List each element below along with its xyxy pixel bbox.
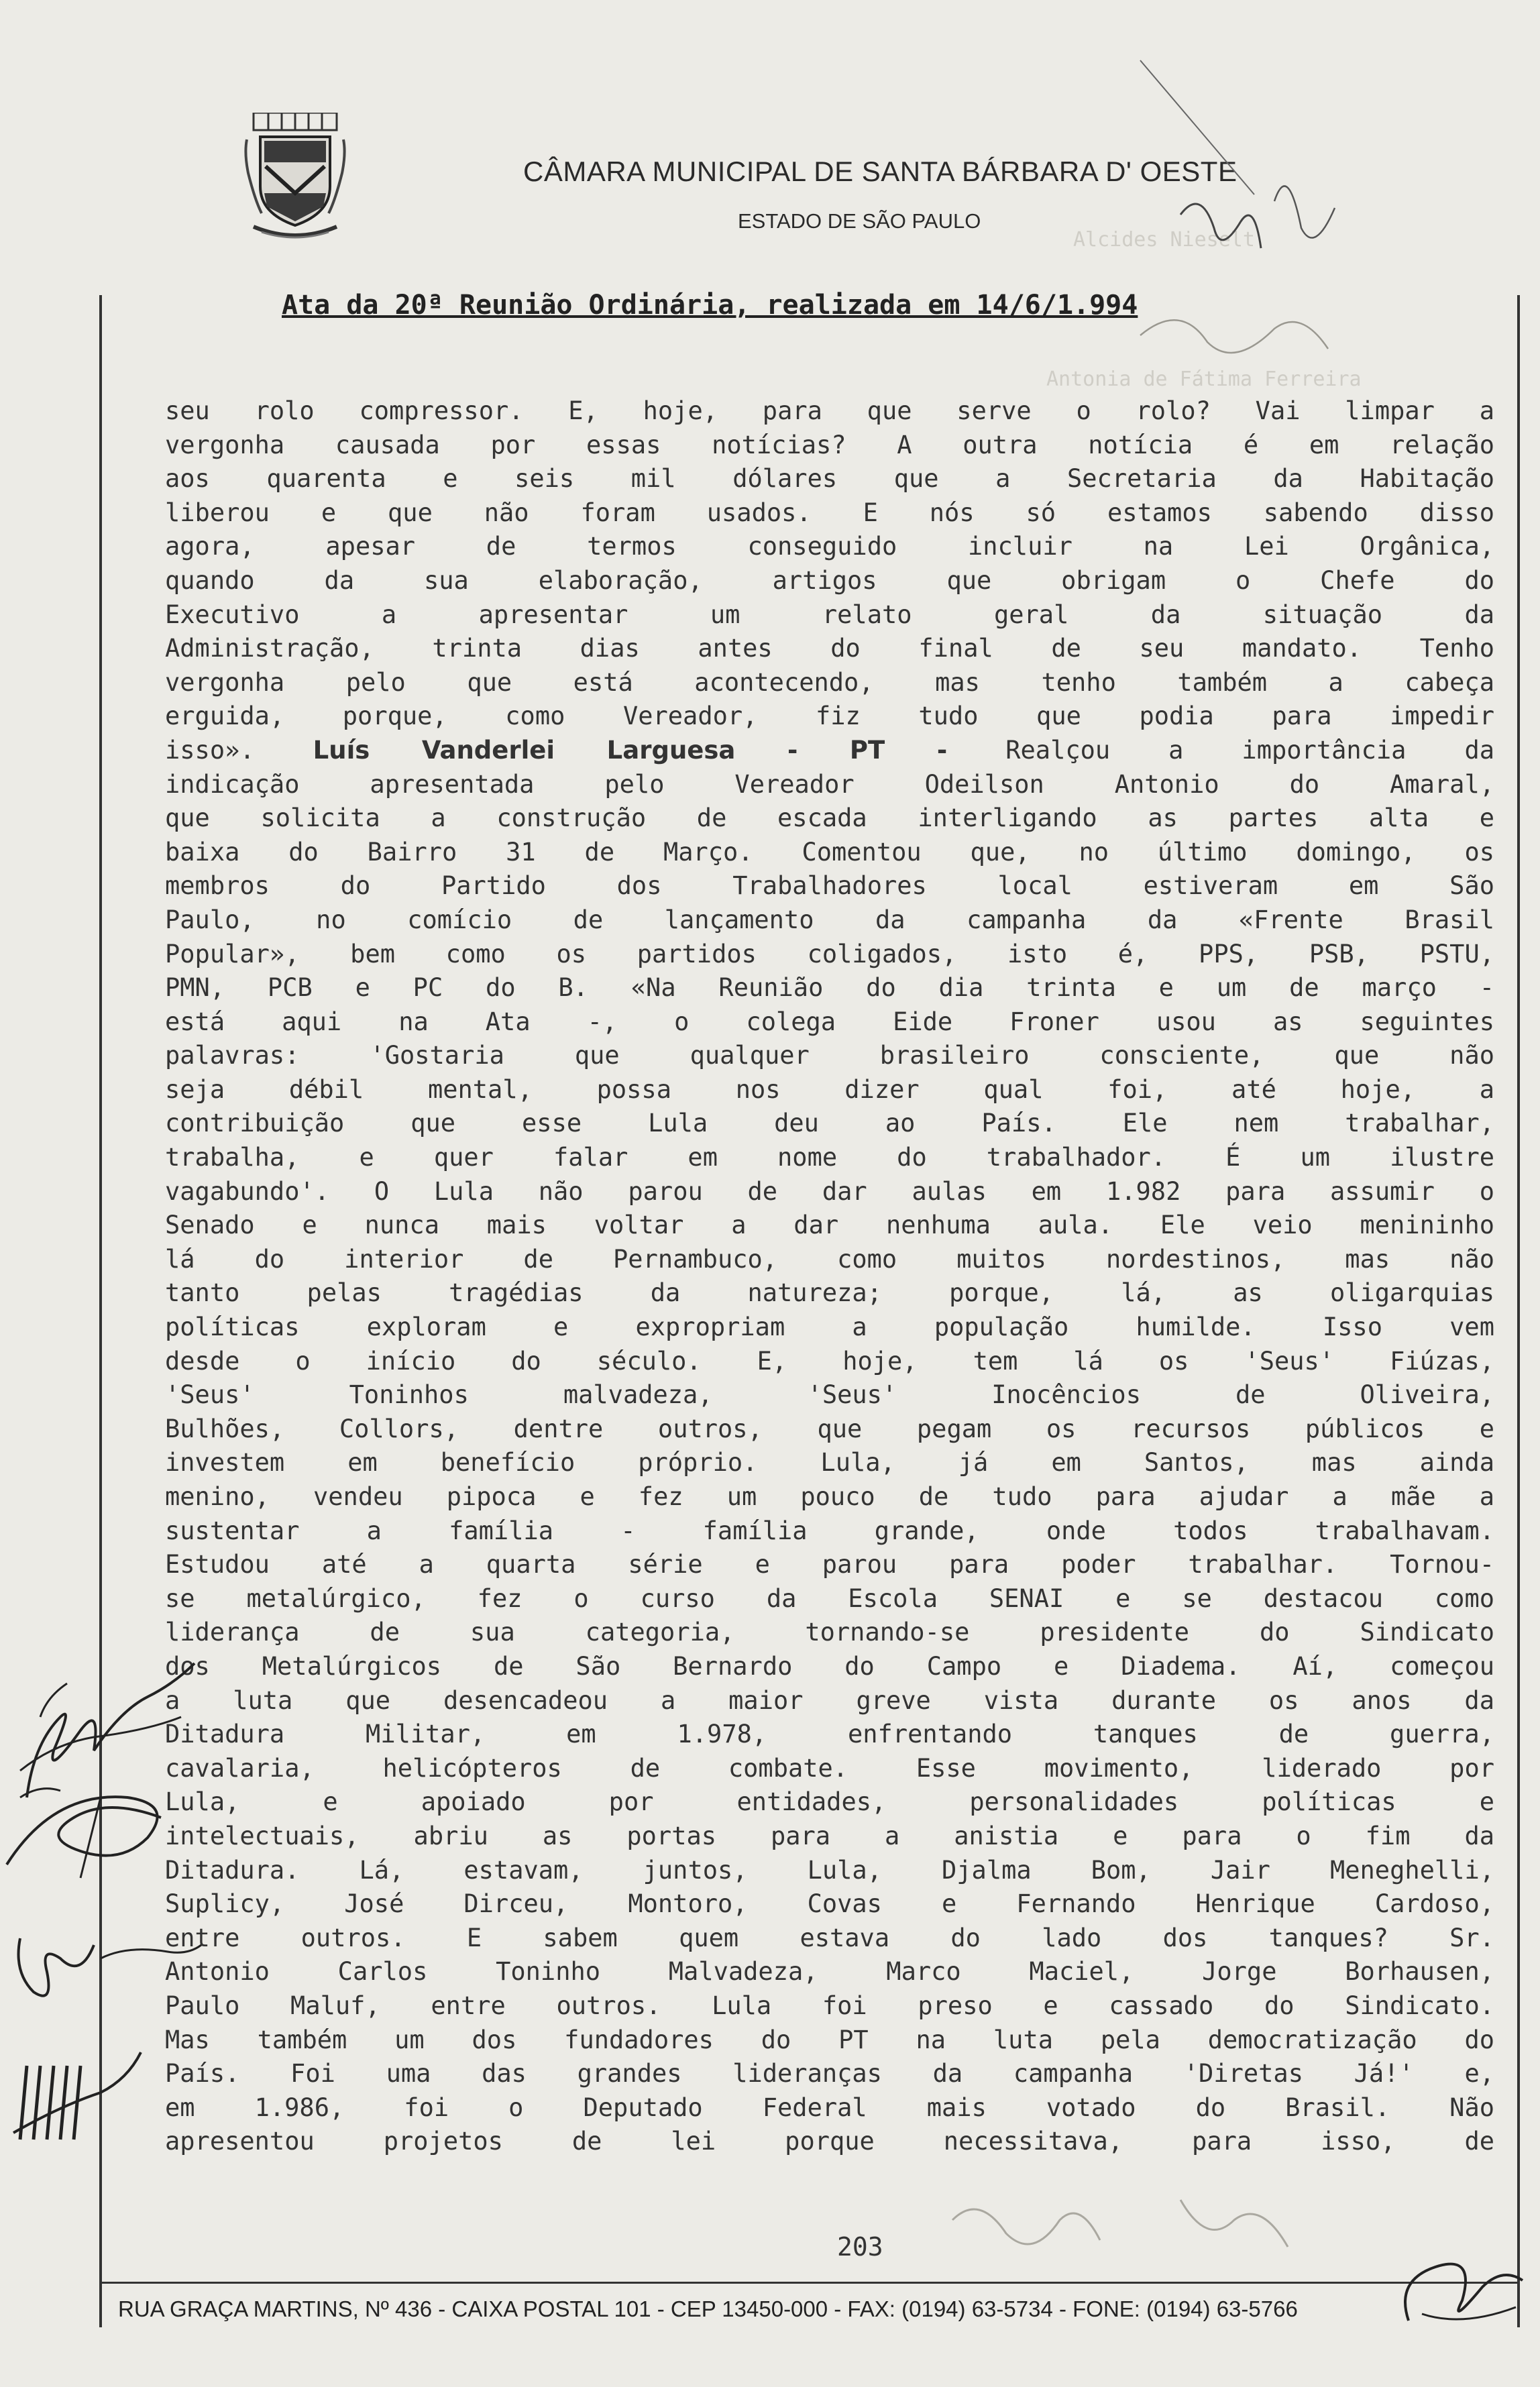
institution-name: CÂMARA MUNICIPAL DE SANTA BÁRBARA D' OESTE: [523, 156, 1238, 187]
body-line: entre outros. E sabem quem estava do lado dos tanques? Sr.: [165, 1923, 1494, 1952]
body-line: agora, apesar de termos conseguido incluir na Lei Orgânica,: [165, 532, 1494, 561]
body-line: apresentou projetos de lei porque necessitava, para isso, de: [165, 2127, 1494, 2156]
body-line: políticas exploram e expropriam a população humilde. Isso vem: [165, 1313, 1494, 1342]
body-text: [165, 394, 1494, 2159]
state-name: ESTADO DE SÃO PAULO: [738, 209, 981, 233]
body-line: Estudou até a quarta série e parou para poder trabalhar. Tornou-: [165, 1550, 1494, 1579]
body-line: membros do Partido dos Trabalhadores local estiveram em São: [165, 871, 1494, 901]
body-line: seja débil mental, possa nos dizer qual foi, até hoje, a: [165, 1074, 1494, 1104]
body-line-after-speaker: Realçou a importância da: [947, 735, 1495, 765]
body-line: lá do interior de Pernambuco, como muitos nordestinos, mas não: [165, 1244, 1494, 1274]
signature-bottom-middle: [926, 2180, 1328, 2274]
body-line: contribuição que esse Lula deu ao País. Ele nem trabalhar,: [165, 1109, 1494, 1138]
body-line: erguida, porque, como Vereador, fiz tudo que podia para impedir: [165, 702, 1494, 731]
body-line: liderança de sua categoria, tornando-se presidente do Sindicato: [165, 1618, 1494, 1647]
bleed-through-text-1: Alcides Nieselt: [1073, 228, 1255, 252]
speaker-name: Luís Vanderlei Larguesa - PT -: [313, 735, 948, 765]
body-line: Paulo Maluf, entre outros. Lula foi preso e cassado do Sindicato.: [165, 1991, 1494, 2020]
body-line: Mas também um dos fundadores do PT na luta pela democratização do: [165, 2025, 1494, 2054]
bleed-through-text-2: Antonia de Fátima Ferreira: [1046, 368, 1362, 391]
document-title: Ata da 20ª Reunião Ordinária, realizada em 14/6/1.994: [282, 290, 1138, 321]
body-line: a luta que desencadeou a maior greve vista durante os anos da: [165, 1685, 1494, 1715]
body-line: em 1.986, foi o Deputado Federal mais votado do Brasil. Não: [165, 2093, 1494, 2122]
body-line: vergonha causada por essas notícias? A outra notícia é em relação: [165, 430, 1494, 459]
body-line: indicação apresentada pelo Vereador Odeilson Antonio do Amaral,: [165, 769, 1494, 799]
body-line: Ditadura. Lá, estavam, juntos, Lula, Djalma Bom, Jair Meneghelli,: [165, 1855, 1494, 1885]
body-line: aos quarenta e seis mil dólares que a Secretaria da Habitação: [165, 464, 1494, 494]
body-line: liberou e que não foram usados. E nós só estamos sabendo disso: [165, 498, 1494, 527]
body-line: Popular», bem como os partidos coligados, isto é, PPS, PSB, PSTU,: [165, 939, 1494, 968]
body-line: sustentar a família - família grande, onde todos trabalhavam.: [165, 1516, 1494, 1545]
page-number: 203: [837, 2232, 883, 2262]
body-line: [165, 734, 1494, 768]
body-line: Suplicy, José Dirceu, Montoro, Covas e Fernando Henrique Cardoso,: [165, 1889, 1494, 1919]
body-line: vagabundo'. O Lula não parou de dar aulas em 1.982 para assumir o: [165, 1176, 1494, 1206]
body-line: menino, vendeu pipoca e fez um pouco de tudo para ajudar a mãe a: [165, 1482, 1494, 1511]
body-line: Bulhões, Collors, dentre outros, que pegam os recursos públicos e: [165, 1414, 1494, 1443]
body-line: trabalha, e quer falar em nome do trabalhador. É um ilustre: [165, 1143, 1494, 1172]
body-line: Lula, e apoiado por entidades, personalidades políticas e: [165, 1787, 1494, 1817]
body-line: Antonio Carlos Toninho Malvadeza, Marco Maciel, Jorge Borhausen,: [165, 1957, 1494, 1987]
body-line-before-speaker: isso».: [165, 735, 313, 765]
right-margin-rule: [1517, 295, 1520, 2327]
left-margin-rule: [99, 295, 102, 2327]
body-line: Executivo a apresentar um relato geral da situação da: [165, 600, 1494, 629]
body-line: cavalaria, helicópteros de combate. Esse movimento, liderado por: [165, 1753, 1494, 1783]
footer-rule: [99, 2282, 1520, 2284]
body-line: se metalúrgico, fez o curso da Escola SENAI e se destacou como: [165, 1584, 1494, 1613]
coat-of-arms-icon: [241, 113, 349, 244]
body-line: intelectuais, abriu as portas para a anistia e para o fim da: [165, 1821, 1494, 1850]
body-line: tanto pelas tragédias da natureza; porque, lá, as oligarquias: [165, 1278, 1494, 1308]
body-line: dos Metalúrgicos de São Bernardo do Campo e Diadema. Aí, começou: [165, 1651, 1494, 1681]
body-line: seu rolo compressor. E, hoje, para que serve o rolo? Vai limpar a: [165, 396, 1494, 425]
body-line: 'Seus' Toninhos malvadeza, 'Seus' Inocêncios de Oliveira,: [165, 1380, 1494, 1410]
body-line: Senado e nunca mais voltar a dar nenhuma aula. Ele veio menininho: [165, 1211, 1494, 1240]
body-line: Paulo, no comício de lançamento da campanha da «Frente Brasil: [165, 905, 1494, 934]
body-line: País. Foi uma das grandes lideranças da campanha 'Diretas Já!' e,: [165, 2059, 1494, 2089]
body-line: Ditadura Militar, em 1.978, enfrentando tanques de guerra,: [165, 1720, 1494, 1749]
body-line: Administração, trinta dias antes do final de seu mandato. Tenho: [165, 634, 1494, 663]
body-line: quando da sua elaboração, artigos que obrigam o Chefe do: [165, 565, 1494, 595]
body-line: investem em benefício próprio. Lula, já em Santos, mas ainda: [165, 1448, 1494, 1478]
body-line: desde o início do século. E, hoje, tem lá os 'Seus' Fiúzas,: [165, 1346, 1494, 1376]
signature-bottom-right: [1368, 2227, 1540, 2347]
body-line: palavras: 'Gostaria que qualquer brasileiro consciente, que não: [165, 1041, 1494, 1070]
signature-left-4: [7, 2039, 148, 2160]
body-line: vergonha pelo que está acontecendo, mas tenho também a cabeça: [165, 667, 1494, 697]
body-line: baixa do Bairro 31 de Março. Comentou que, no último domingo, os: [165, 837, 1494, 867]
footer-address: RUA GRAÇA MARTINS, Nº 436 - CAIXA POSTAL 101 - CEP 13450-000 - FAX: (0194) 63-5734 - FONE: (0194) 63-5766: [118, 2296, 1298, 2321]
body-line: está aqui na Ata -, o colega Eide Froner usou as seguintes: [165, 1007, 1494, 1036]
body-line: PMN, PCB e PC do B. «Na Reunião do dia trinta e um de março -: [165, 973, 1494, 1003]
body-line: que solicita a construção de escada interligando as partes alta e: [165, 803, 1494, 833]
